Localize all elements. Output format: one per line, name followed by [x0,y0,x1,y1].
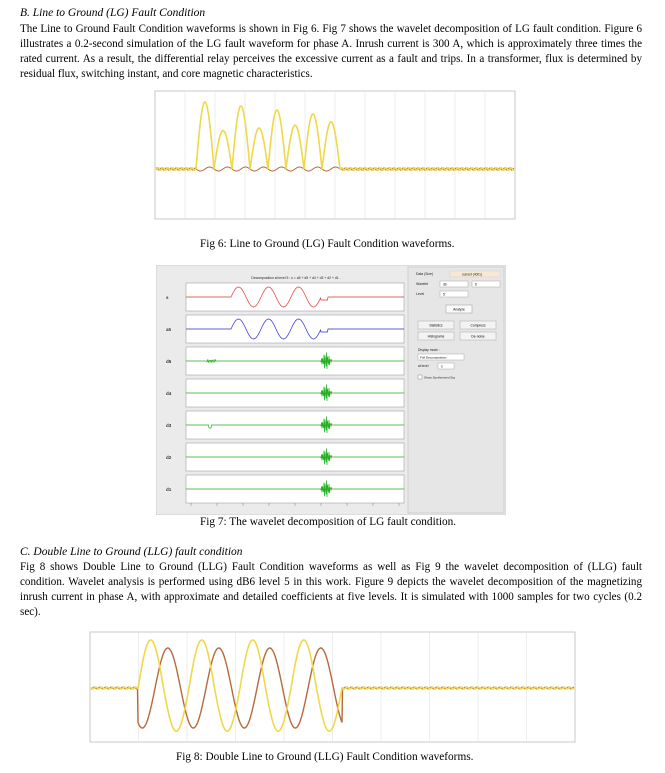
show-synth-label: Show Synthesized Sig [424,375,455,380]
fig7-caption: Fig 7: The wavelet decomposition of LG fault condition. [200,516,457,528]
at-level-label: at level [418,364,429,368]
wavelet-order-value: 6 [475,282,477,287]
display-mode-value: Full Decomposition [420,355,447,360]
fig7-row-label: d2 [166,455,172,460]
fig7-row-label: d1 [166,487,172,492]
statistics-button-label: Statistics [429,323,443,328]
fig7-row-label: d4 [166,391,172,396]
fig7-row-label: s [166,295,169,300]
display-mode-label: Display mode : [418,348,440,352]
fig7-row-label: a5 [166,327,172,332]
wavelet-value: db [443,282,447,287]
at-level-value: 5 [441,364,443,369]
section-c-heading: C. Double Line to Ground (LLG) fault condition [20,546,243,558]
show-synth-checkbox[interactable] [418,375,422,379]
data-value: current (4001) [462,272,483,277]
fig7-row-label: d5 [166,359,172,364]
level-label: Level [416,292,425,296]
compress-button-label: Compress [470,323,486,328]
fig8-plot [80,630,580,750]
histograms-button-label: Histograms [427,334,445,339]
fig8-caption: Fig 8: Double Line to Ground (LLG) Fault Condition waveforms. [176,751,474,763]
section-c-paragraph: Fig 8 shows Double Line to Ground (LLG) Fault Condition waveforms as well as Fig 9 the wavelet decomposition of (LLG) fault condition. Wavelet analysis is performed using dB6 level 5 in this work. Figure 9 depicts the wavelet decomposition of the magnetizing inrush current in phase A, with approximate and detailed coefficients at five levels. It is simulated with 1000 samples for two cycles (0.2 sec). [20,561,642,618]
fig7-wavelet-window [156,265,506,515]
fig6-caption: Fig 6: Line to Ground (LG) Fault Condition waveforms. [200,238,455,250]
wavelet-label: Wavelet [416,282,429,286]
fig6-plot [140,89,518,235]
data-size-label: Data (Size) [416,272,433,276]
fig7-plot-title: Decomposition at level 5 : s = a5 + d5 + d4 + d3 + d2 + d1 . [251,276,341,280]
level-value: 5 [443,292,445,297]
fig7-row-label: d3 [166,423,172,428]
section-b-heading: B. Line to Ground (LG) Fault Condition [20,7,206,19]
analyze-button-label: Analyze [453,307,465,312]
fig7-control-panel [408,267,504,513]
section-b-paragraph: The Line to Ground Fault Condition waveforms is shown in Fig 6. Fig 7 shows the wavelet decomposition of LG fault condition. Figure 6 illustrates a 0.2-second simulation of the LG fault waveform for phase A. Inrush current is 300 A, which is approximately three times the rated current. As a result, the differential relay perceives the excessive current as a fault and trips. In a transformer, flux is determined by residual flux, switching instant, and core magnetic characteristics. [20,23,642,80]
denoise-button-label: De-noise [471,334,485,339]
